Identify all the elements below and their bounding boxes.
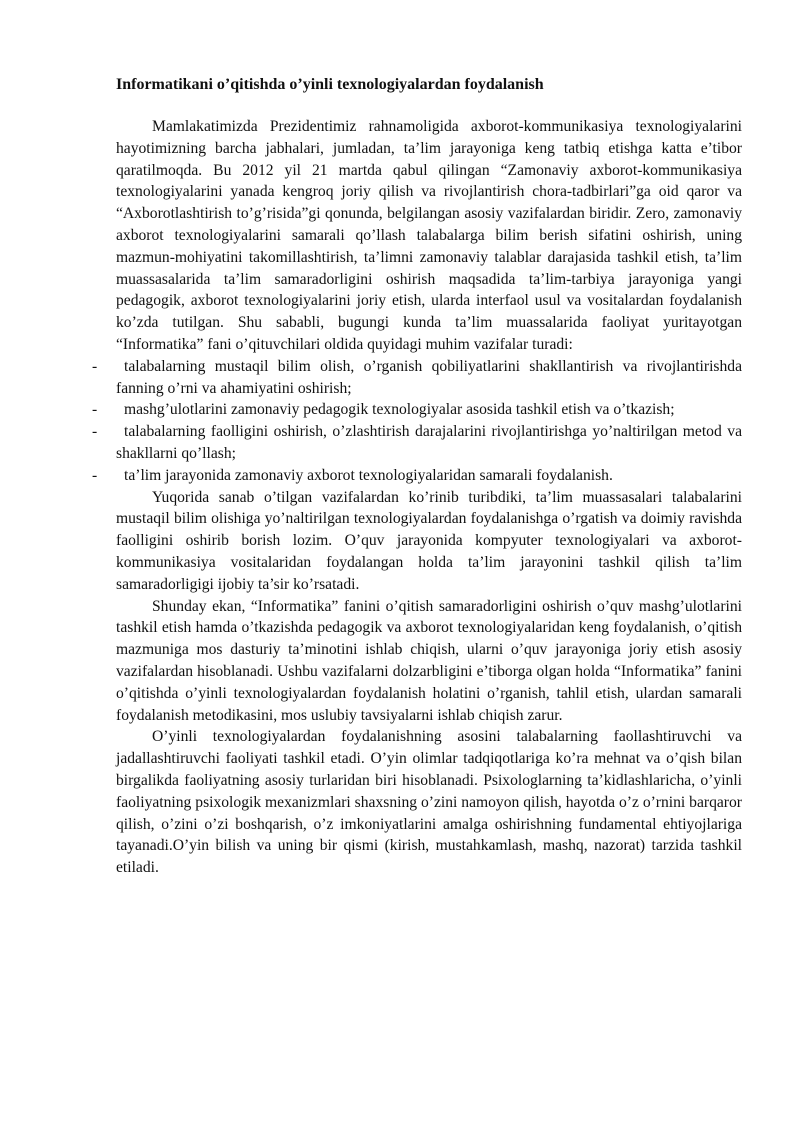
list-marker: - xyxy=(92,401,98,419)
list-item xyxy=(92,465,742,487)
task-list xyxy=(92,356,742,487)
list-marker: - xyxy=(92,423,98,441)
list-item-text: talabalarning faolligini oshirish, o’zlashtirish darajalarini rivojlantirishga yo’naltirilgan metod va shakllarni qo’llash; xyxy=(116,423,742,462)
list-item xyxy=(92,399,742,421)
paragraph-game-technologies: O’yinli texnologiyalardan foydalanishning asosini talabalarning faollashtiruvchi va jadallashtiruvchi faoliyati tashkil etadi. O’yin olimlar tadqiqotlariga ko’ra mehnat va o’qish bilan birgalikda faoliyatning asosiy turlaridan biri hisoblanadi. Psixologlarning ta’kidlashlaricha, o’yinli faoliyatning psixologik mexanizmlari shaxsning o’zini namoyon qilish, hayotda o’z o’rnini barqaror qilish, o’zini o’zi boshqarish, o’z imkoniyatlarini amalga oshirishning fundamental ehtiyojlariga tayanadi.O’yin bilish va uning bir qismi (kirish, mustahkamlash, mashq, nazorat) tarzida tashkil etiladi. xyxy=(116,728,742,877)
list-item xyxy=(92,356,742,400)
list-item-text: mashg’ulotlarini zamonaviy pedagogik texnologiyalar asosida tashkil etish va o’tkazish; xyxy=(124,401,675,419)
document-title: Informatikani o’qitishda o’yinli texnologiyalardan foydalanish xyxy=(116,76,544,93)
document-page xyxy=(92,74,742,879)
list-item xyxy=(92,421,742,465)
list-marker: - xyxy=(92,357,98,375)
list-marker: - xyxy=(92,466,98,484)
paragraph-informatika-efficiency: Shunday ekan, “Informatika” fanini o’qitish samaradorligini oshirish o’quv mashg’ulotlarini tashkil etish hamda o’tkazishda pedagogik va axborot texnologiyalaridan keng foydalanish, o’qitish mazmuniga mos dasturiy ta’minotini ishlab chiqish, ularni o’quv jarayoniga joriy etish asosiy vazifalardan hisoblanadi. Ushbu vazifalarni dolzarbligini e’tiborga olgan holda “Informatika” fanini o’qitishda o’yinli texnologiyalardan foydalanish holatini o’rganish, tahlil etish, ulardan samarali foydalanish metodikasini, mos uslubiy tavsiyalarni ishlab chiqish zarur. xyxy=(116,597,742,724)
paragraph-intro: Mamlakatimizda Prezidentimiz rahnamoligida axborot-kommunikasiya texnologiyalarini hayotimizning barcha jabhalari, jumladan, ta’lim jarayoniga keng tatbiq etishga katta e’tibor qaratilmoqda. Bu 2012 yil 21 martda qabul qilingan “Zamonaviy axborot-kommunikasiya texnologiyalarini yanada kengroq joriy qilish va rivojlantirish chora-tadbirlari”ga oid qaror va “Axborotlashtirish to’g’risida”gi qonunda, belgilangan asosiy vazifalardan biridir. Zero, zamonaviy axborot texnologiyalarini samarali qo’llash talabalarga bilim berish sifatini oshirish, uning mazmun-mohiyatini takomillashtirish, ta’limni zamonaviy talablar darajasida tashkil etish, ta’lim muassasalarida ta’lim samaradorligini oshirish maqsadida ta’lim-tarbiya jarayoniga yangi pedagogik, axborot texnologiyalarini joriy etish, ularda interfaol usul va vositalardan foydalanish ko’zda tutilgan. Shu sababli, bugungi kunda ta’lim muassalarida faoliyat yuritayotgan “Informatika” fani o’qituvchilari oldida quyidagi muhim vazifalar turadi: xyxy=(116,118,742,353)
paragraph-conclusion-tasks: Yuqorida sanab o’tilgan vazifalardan ko’rinib turibdiki, ta’lim muassasalari talabalarini mustaqil bilim olishiga yo’naltirilgan texnologiyalardan foydalanishga o’rgatish va doimiy ravishda faolligini oshirib borish lozim. O’quv jarayonida kompyuter texnologiyalari va axborot-kommunikasiya vositalaridan foydalangan holda ta’lim jarayonini tashkil qilish ta’lim samaradorligigi ijobiy ta’sir ko’rsatadi. xyxy=(116,488,742,593)
list-item-text: ta’lim jarayonida zamonaviy axborot texnologiyalaridan samarali foydalanish. xyxy=(124,466,613,484)
list-item-text: talabalarning mustaqil bilim olish, o’rganish qobiliyatlarini shakllantirish va rivojlantirishda fanning o’rni va ahamiyatini oshirish; xyxy=(116,357,742,397)
